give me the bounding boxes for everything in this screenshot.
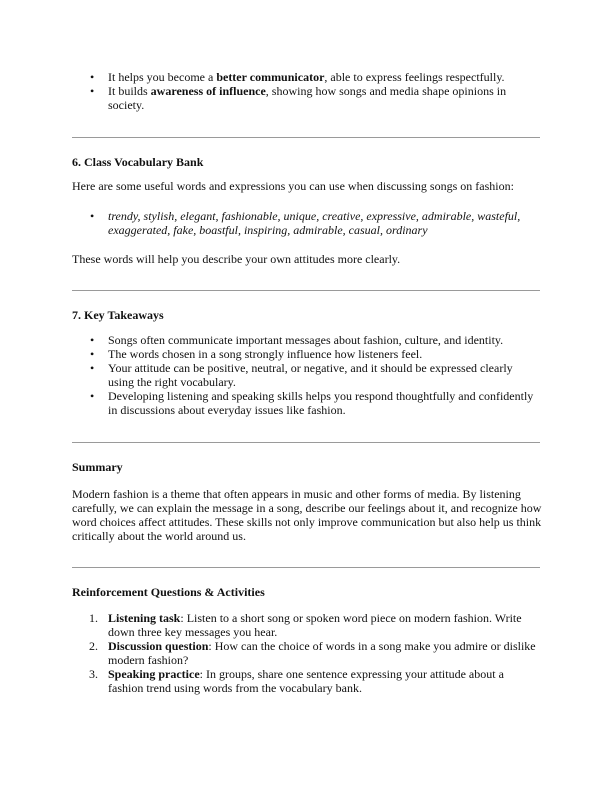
activities-list xyxy=(72,611,542,695)
summary-paragraph: Modern fashion is a theme that often appears in music and other forms of media. By listening carefully, we can explain the message in a song, describe our feelings about it, and recognize how word choices affect attitudes. These skills not only improve communication but also help us think critically about the world around us. xyxy=(72,487,542,543)
divider xyxy=(72,137,540,138)
divider xyxy=(72,290,540,291)
bold-text: Listening task xyxy=(108,611,181,625)
text: : In groups, share one sentence expressing your attitude about a fashion trend using words from the vocabulary bank. xyxy=(108,667,504,695)
list-item: • Developing listening and speaking skills helps you respond thoughtfully and confidently in discussions about everyday issues like fashion. xyxy=(72,389,542,417)
bold-text: better communicator xyxy=(216,70,325,84)
text: , able to express feelings respectfully. xyxy=(324,70,505,84)
section-heading: Reinforcement Questions & Activities xyxy=(72,585,265,599)
list-item xyxy=(72,611,542,639)
bold-text: Discussion question xyxy=(108,639,209,653)
list-number: 1. xyxy=(89,611,98,625)
vocabulary-words: trendy, stylish, elegant, fashionable, unique, creative, expressive, admirable, wasteful, exaggerated, fake, boastful, inspiring, admirable, casual, ordinary xyxy=(108,209,521,237)
text: : Listen to a short song or spoken word piece on modern fashion. Write down three key messages you hear. xyxy=(108,611,522,639)
section-heading: 7. Key Takeaways xyxy=(72,308,164,322)
list-item xyxy=(72,667,542,695)
paragraph: These words will help you describe your own attitudes more clearly. xyxy=(72,252,401,266)
benefits-list xyxy=(72,70,542,112)
text: It helps you become a xyxy=(108,70,217,84)
section-heading: 6. Class Vocabulary Bank xyxy=(72,155,204,169)
text: : How can the choice of words in a song make you admire or dislike modern fashion? xyxy=(108,639,536,667)
list-item: • The words chosen in a song strongly influence how listeners feel. xyxy=(72,347,542,361)
list-item: • Your attitude can be positive, neutral, or negative, and it should be expressed clearly using the right vocabulary. xyxy=(72,361,542,389)
list-item xyxy=(72,84,542,112)
vocabulary-list xyxy=(72,209,542,237)
list-number: 3. xyxy=(89,667,98,681)
bold-text: awareness of influence xyxy=(150,84,266,98)
divider xyxy=(72,567,540,568)
list-item xyxy=(72,639,542,667)
list-number: 2. xyxy=(89,639,98,653)
divider xyxy=(72,442,540,443)
bold-text: Speaking practice xyxy=(108,667,200,681)
text: , showing how songs and media shape opinions in society. xyxy=(108,84,507,112)
takeaways-list xyxy=(72,333,542,417)
section-heading: Summary xyxy=(72,460,123,474)
list-item: • Songs often communicate important messages about fashion, culture, and identity. xyxy=(72,333,542,347)
list-item xyxy=(72,70,542,84)
text: It builds xyxy=(108,84,151,98)
paragraph: Here are some useful words and expressions you can use when discussing songs on fashion: xyxy=(72,179,514,193)
list-item xyxy=(72,209,542,237)
